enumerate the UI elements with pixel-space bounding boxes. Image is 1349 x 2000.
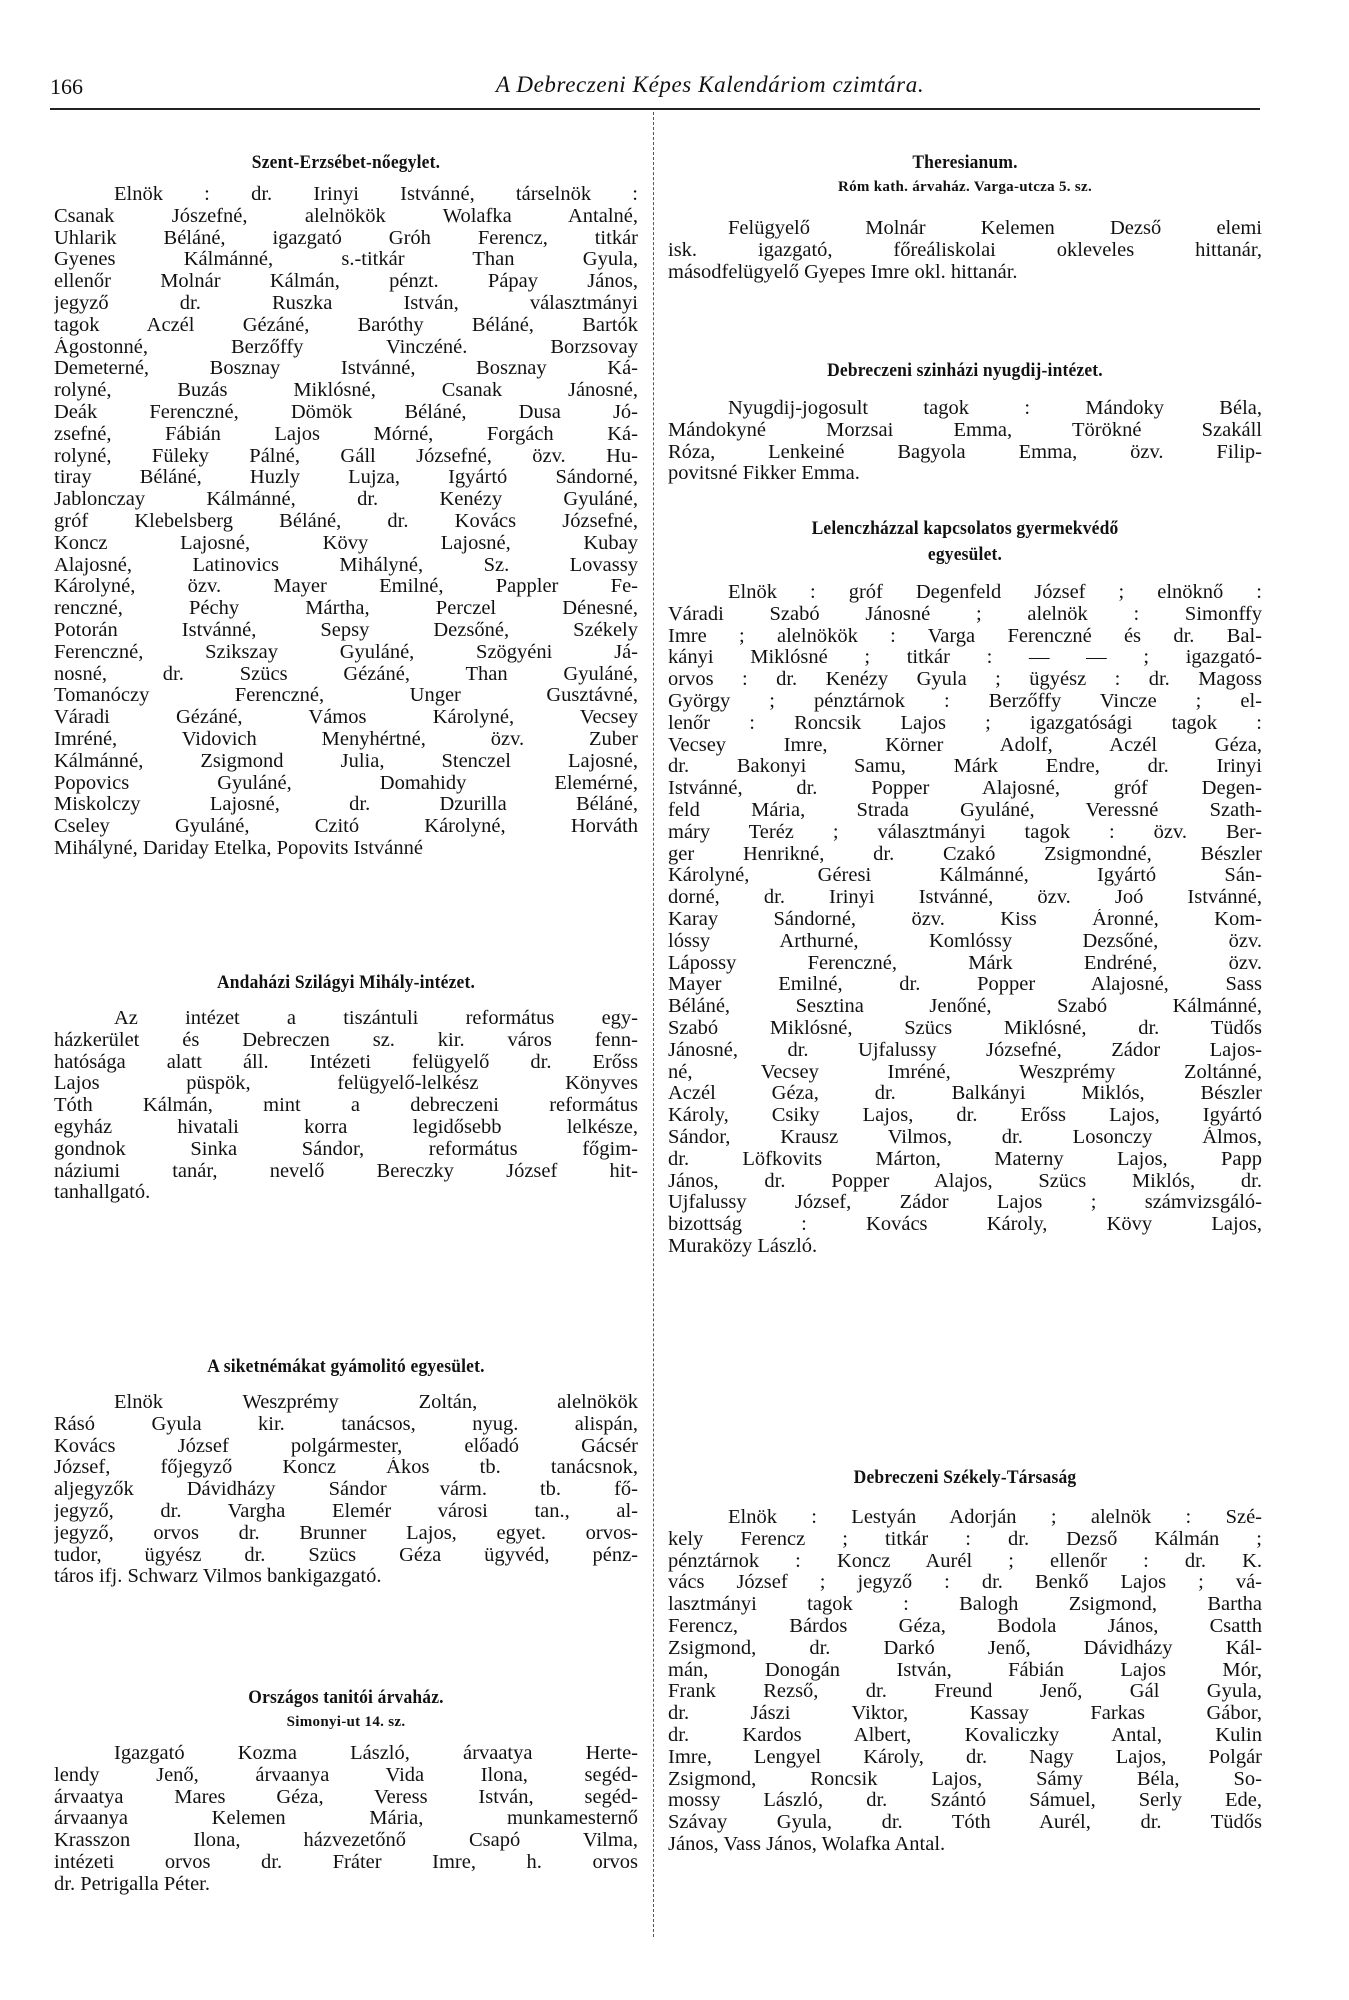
text-line: rolyné, Buzás Miklósné, Csanak Jánosné, bbox=[54, 380, 638, 402]
text-line: táros ifj. Schwarz Vilmos bankigazgató. bbox=[54, 1566, 382, 1588]
section-heading: A siketnémákat gyámolitó egyesület. bbox=[207, 1356, 485, 1377]
text-line: Tomanóczy Ferenczné, Unger Gusztávné, bbox=[54, 685, 638, 707]
text-line: povitsné Fikker Emma. bbox=[668, 463, 860, 485]
text-line: vács József ; jegyző : dr. Benkő Lajos ; vá- bbox=[668, 1572, 1262, 1594]
text-line: Jablonczay Kálmánné, dr. Kenézy Gyuláné, bbox=[54, 489, 638, 511]
text-line: Mándokyné Morzsai Emma, Törökné Szakáll bbox=[668, 419, 1262, 441]
text-line: Tóth Kálmán, mint a debreczeni református bbox=[54, 1095, 638, 1117]
text-line: Koncz Lajosné, Kövy Lajosné, Kubay bbox=[54, 532, 638, 554]
section-gyermekvedo bbox=[668, 516, 1262, 1258]
section-body bbox=[54, 1743, 638, 1896]
section-heading: Andaházi Szilágyi Mihály-intézet. bbox=[216, 972, 476, 993]
text-line: árvaatya Mares Géza, Veress István, segéd- bbox=[54, 1786, 638, 1808]
text-line: Nyugdij-jogosult tagok : Mándoky Béla, bbox=[728, 398, 1262, 419]
text-line: Jánosné, dr. Ujfalussy Józsefné, Zádor Lajos- bbox=[668, 1039, 1262, 1061]
section-szinhazi-nyugdij bbox=[668, 358, 1262, 485]
text-line: Lajos püspök, felügyelő-lelkész Könyves bbox=[54, 1073, 638, 1095]
section-heading: Theresianum. bbox=[912, 152, 1018, 173]
section-szent-erzsebet bbox=[54, 150, 638, 860]
section-siketnemak bbox=[54, 1354, 638, 1588]
text-line: tudor, ügyész dr. Szücs Géza ügyvéd, pénz- bbox=[54, 1544, 638, 1566]
section-szekely-tarsasag bbox=[668, 1465, 1262, 1856]
text-line: Ferencz, Bárdos Géza, Bodola János, Csatth bbox=[668, 1615, 1262, 1637]
text-line: nosné, dr. Szücs Gézáné, Than Gyuláné, bbox=[54, 663, 638, 685]
text-line: náziumi tanár, nevelő Bereczky József hit- bbox=[54, 1160, 638, 1182]
text-line: Igazgató Kozma László, árvaatya Herte- bbox=[114, 1743, 638, 1764]
text-line: aljegyzők Dávidházy Sándor várm. tb. fő- bbox=[54, 1479, 638, 1501]
text-line: Az intézet a tiszántuli református egy- bbox=[114, 1008, 638, 1029]
running-title: A Debreczeni Képes Kalendáriom czimtára. bbox=[495, 72, 925, 97]
text-line: Zsigmond, dr. Darkó Jenő, Dávidházy Kál- bbox=[668, 1637, 1262, 1659]
text-line: Imréné, Vidovich Menyhértné, özv. Zuber bbox=[54, 728, 638, 750]
text-line: Szabó Miklósné, Szücs Miklósné, dr. Tüdős bbox=[668, 1017, 1262, 1039]
text-line: Aczél Géza, dr. Balkányi Miklós, Bészler bbox=[668, 1083, 1262, 1105]
text-line: dr. Löfkovits Márton, Materny Lajos, Papp bbox=[668, 1148, 1262, 1170]
header-rule bbox=[50, 108, 1260, 110]
text-line: Róza, Lenkeiné Bagyola Emma, özv. Filip- bbox=[668, 441, 1262, 463]
text-line: Váradi Szabó Jánosné ; alelnök : Simonffy bbox=[668, 603, 1262, 625]
text-line: tiray Béláné, Huzly Lujza, Igyártó Sándorné, bbox=[54, 467, 638, 489]
text-line: Ágostonné, Berzőffy Vinczéné. Borzsovay bbox=[54, 336, 638, 358]
text-line: dorné, dr. Irinyi Istvánné, özv. Joó Istvánné, bbox=[668, 887, 1262, 909]
section-orszagos-arvahaz bbox=[54, 1685, 638, 1896]
text-line: árvaanya Kelemen Mária, munkamesternő bbox=[54, 1808, 638, 1830]
text-line: Krasszon Ilona, házvezetőnő Csapó Vilma, bbox=[54, 1830, 638, 1852]
section-heading: Szent-Erzsébet-nőegylet. bbox=[251, 152, 441, 173]
section-heading: Lelenczházzal kapcsolatos gyermekvédő bbox=[811, 518, 1119, 539]
text-line: dr. Jászi Viktor, Kassay Farkas Gábor, bbox=[668, 1703, 1262, 1725]
text-line: ellenőr Molnár Kálmán, pénzt. Pápay János, bbox=[54, 271, 638, 293]
text-line: isk. igazgató, főreáliskolai okleveles hittanár, bbox=[668, 239, 1262, 261]
text-line: gondnok Sinka Sándor, református főgim- bbox=[54, 1138, 638, 1160]
section-heading: Országos tanitói árvaház. bbox=[248, 1687, 444, 1708]
text-line: feld Mária, Strada Gyuláné, Veressné Szath- bbox=[668, 799, 1262, 821]
text-line: Imre ; alelnökök : Varga Ferenczné és dr. Bal- bbox=[668, 625, 1262, 647]
text-line: Cseley Gyuláné, Czitó Károlyné, Horváth bbox=[54, 816, 638, 838]
text-line: Kovács József polgármester, előadó Gácsér bbox=[54, 1435, 638, 1457]
text-line: Zsigmond, Roncsik Lajos, Sámy Béla, So- bbox=[668, 1768, 1262, 1790]
section-body bbox=[668, 218, 1262, 283]
text-line: Ujfalussy József, Zádor Lajos ; számvizsgáló- bbox=[668, 1192, 1262, 1214]
text-line: házkerület és Debreczen sz. kir. város fenn- bbox=[54, 1029, 638, 1051]
text-line: József, főjegyző Koncz Ákos tb. tanácsnok, bbox=[54, 1457, 638, 1479]
text-line: János, dr. Popper Alajos, Szücs Miklós, dr. bbox=[668, 1170, 1262, 1192]
section-address: Róm kath. árvaház. Varga-utcza 5. sz. bbox=[838, 179, 1092, 195]
text-line: János, Vass János, Wolafka Antal. bbox=[668, 1833, 946, 1855]
text-line: tanhallgató. bbox=[54, 1182, 151, 1204]
text-line: egyház hivatali korra legidősebb lelkésze, bbox=[54, 1116, 638, 1138]
text-line: Ferenczné, Szikszay Gyuláné, Szögyéni Já- bbox=[54, 641, 638, 663]
text-line: Uhlarik Béláné, igazgató Gróh Ferencz, titkár bbox=[54, 227, 638, 249]
text-line: Alajosné, Latinovics Mihályné, Sz. Lovassy bbox=[54, 554, 638, 576]
text-line: Felügyelő Molnár Kelemen Dezső elemi bbox=[728, 218, 1262, 239]
text-line: gróf Klebelsberg Béláné, dr. Kovács Józsefné, bbox=[54, 510, 638, 532]
text-line: zsefné, Fábián Lajos Mórné, Forgách Ká- bbox=[54, 423, 638, 445]
column-divider bbox=[653, 112, 654, 1937]
text-line: Károly, Csiky Lajos, dr. Erőss Lajos, Igyártó bbox=[668, 1105, 1262, 1127]
text-line: orvos : dr. Kenézy Gyula ; ügyész : dr. Magoss bbox=[668, 669, 1262, 691]
section-andahazi bbox=[54, 970, 638, 1204]
text-line: Sándor, Krausz Vilmos, dr. Losonczy Álmos, bbox=[668, 1126, 1262, 1148]
text-line: Elnök Weszprémy Zoltán, alelnökök bbox=[114, 1392, 638, 1413]
text-line: Csanak Jószefné, alelnökök Wolafka Antalné, bbox=[54, 205, 638, 227]
text-line: Karay Sándorné, özv. Kiss Áronné, Kom- bbox=[668, 908, 1262, 930]
text-line: Vecsey Imre, Körner Adolf, Aczél Géza, bbox=[668, 734, 1262, 756]
text-line: mán, Donogán István, Fábián Lajos Mór, bbox=[668, 1659, 1262, 1681]
text-line: Kálmánné, Zsigmond Julia, Stenczel Lajosné, bbox=[54, 750, 638, 772]
text-line: lendy Jenő, árvaanya Vida Ilona, segéd- bbox=[54, 1764, 638, 1786]
text-line: lenőr : Roncsik Lajos ; igazgatósági tagok : bbox=[668, 712, 1262, 734]
text-line: ger Henrikné, dr. Czakó Zsigmondné, Bészler bbox=[668, 843, 1262, 865]
text-line: Elnök : dr. Irinyi Istvánné, társelnök : bbox=[114, 184, 638, 205]
section-body bbox=[54, 184, 638, 860]
text-line: renczné, Péchy Mártha, Perczel Dénesné, bbox=[54, 598, 638, 620]
text-line: jegyző, dr. Vargha Elemér városi tan., al- bbox=[54, 1500, 638, 1522]
text-line: Demeterné, Bosznay Istvánné, Bosznay Ká- bbox=[54, 358, 638, 380]
text-line: Elnök : Lestyán Adorján ; alelnök : Szé- bbox=[728, 1507, 1262, 1528]
text-line: György ; pénztárnok : Berzőffy Vincze ; el- bbox=[668, 690, 1262, 712]
text-line: mossy László, dr. Szántó Sámuel, Serly Ede, bbox=[668, 1790, 1262, 1812]
text-line: lóssy Arthurné, Komlóssy Dezsőné, özv. bbox=[668, 930, 1262, 952]
text-line: Károlyné, Géresi Kálmánné, Igyártó Sán- bbox=[668, 865, 1262, 887]
text-line: Miskolczy Lajosné, dr. Dzurilla Béláné, bbox=[54, 794, 638, 816]
text-line: Mihályné, Dariday Etelka, Popovits Istvánné bbox=[54, 837, 423, 859]
text-line: hatósága alatt áll. Intézeti felügyelő dr. Erőss bbox=[54, 1051, 638, 1073]
section-body bbox=[668, 398, 1262, 485]
text-line: Gyenes Kálmánné, s.-titkár Than Gyula, bbox=[54, 249, 638, 271]
text-line: Elnök : gróf Degenfeld József ; elnöknő : bbox=[728, 582, 1262, 603]
section-address: Simonyi-ut 14. sz. bbox=[286, 1714, 406, 1730]
section-body bbox=[54, 1392, 638, 1588]
text-line: jegyző, orvos dr. Brunner Lajos, egyet. orvos- bbox=[54, 1522, 638, 1544]
text-line: Váradi Gézáné, Vámos Károlyné, Vecsey bbox=[54, 707, 638, 729]
page-number: 166 bbox=[50, 74, 83, 99]
section-heading-line2: egyesület. bbox=[927, 544, 1003, 565]
text-line: Mayer Emilné, dr. Popper Alajosné, Sass bbox=[668, 974, 1262, 996]
text-line: Rásó Gyula kir. tanácsos, nyug. alispán, bbox=[54, 1413, 638, 1435]
text-line: jegyző dr. Ruszka István, választmányi bbox=[54, 292, 638, 314]
text-line: né, Vecsey Imréné, Weszprémy Zoltánné, bbox=[668, 1061, 1262, 1083]
text-line: máry Teréz ; választmányi tagok : özv. Ber- bbox=[668, 821, 1262, 843]
section-theresianum bbox=[668, 150, 1262, 283]
text-line: Muraközy László. bbox=[668, 1235, 818, 1257]
text-line: bizottság : Kovács Károly, Kövy Lajos, bbox=[668, 1214, 1262, 1236]
text-line: dr. Petrigalla Péter. bbox=[54, 1873, 210, 1895]
text-line: kely Ferencz ; titkár : dr. Dezső Kálmán ; bbox=[668, 1528, 1262, 1550]
section-body bbox=[54, 1008, 638, 1204]
text-line: Imre, Lengyel Károly, dr. Nagy Lajos, Polgár bbox=[668, 1746, 1262, 1768]
text-line: lasztmányi tagok : Balogh Zsigmond, Bartha bbox=[668, 1594, 1262, 1616]
section-heading: Debreczeni Székely-Társaság bbox=[853, 1467, 1077, 1488]
text-line: Popovics Gyuláné, Domahidy Elemérné, bbox=[54, 772, 638, 794]
text-line: másodfelügyelő Gyepes Imre okl. hittanár. bbox=[668, 261, 1018, 283]
text-line: Istvánné, dr. Popper Alajosné, gróf Degen- bbox=[668, 778, 1262, 800]
text-line: Deák Ferenczné, Dömök Béláné, Dusa Jó- bbox=[54, 401, 638, 423]
section-body bbox=[668, 582, 1262, 1258]
text-line: dr. Bakonyi Samu, Márk Endre, dr. Irinyi bbox=[668, 756, 1262, 778]
text-line: Frank Rezső, dr. Freund Jenő, Gál Gyula, bbox=[668, 1681, 1262, 1703]
text-line: kányi Miklósné ; titkár : — — ; igazgató- bbox=[668, 647, 1262, 669]
text-line: Szávay Gyula, dr. Tóth Aurél, dr. Tüdős bbox=[668, 1812, 1262, 1834]
text-line: Béláné, Sesztina Jenőné, Szabó Kálmánné, bbox=[668, 996, 1262, 1018]
text-line: intézeti orvos dr. Fráter Imre, h. orvos bbox=[54, 1851, 638, 1873]
text-line: Lápossy Ferenczné, Márk Endréné, özv. bbox=[668, 952, 1262, 974]
section-heading: Debreczeni szinházi nyugdij-intézet. bbox=[827, 360, 1103, 381]
text-line: dr. Kardos Albert, Kovaliczky Antal, Kulin bbox=[668, 1724, 1262, 1746]
text-line: pénztárnok : Koncz Aurél ; ellenőr : dr. K. bbox=[668, 1550, 1262, 1572]
text-line: Károlyné, özv. Mayer Emilné, Pappler Fe- bbox=[54, 576, 638, 598]
text-line: tagok Aczél Gézáné, Baróthy Béláné, Bartók bbox=[54, 314, 638, 336]
text-line: rolyné, Füleky Pálné, Gáll Józsefné, özv. Hu- bbox=[54, 445, 638, 467]
text-line: Potorán Istvánné, Sepsy Dezsőné, Székely bbox=[54, 619, 638, 641]
section-body bbox=[668, 1507, 1262, 1856]
